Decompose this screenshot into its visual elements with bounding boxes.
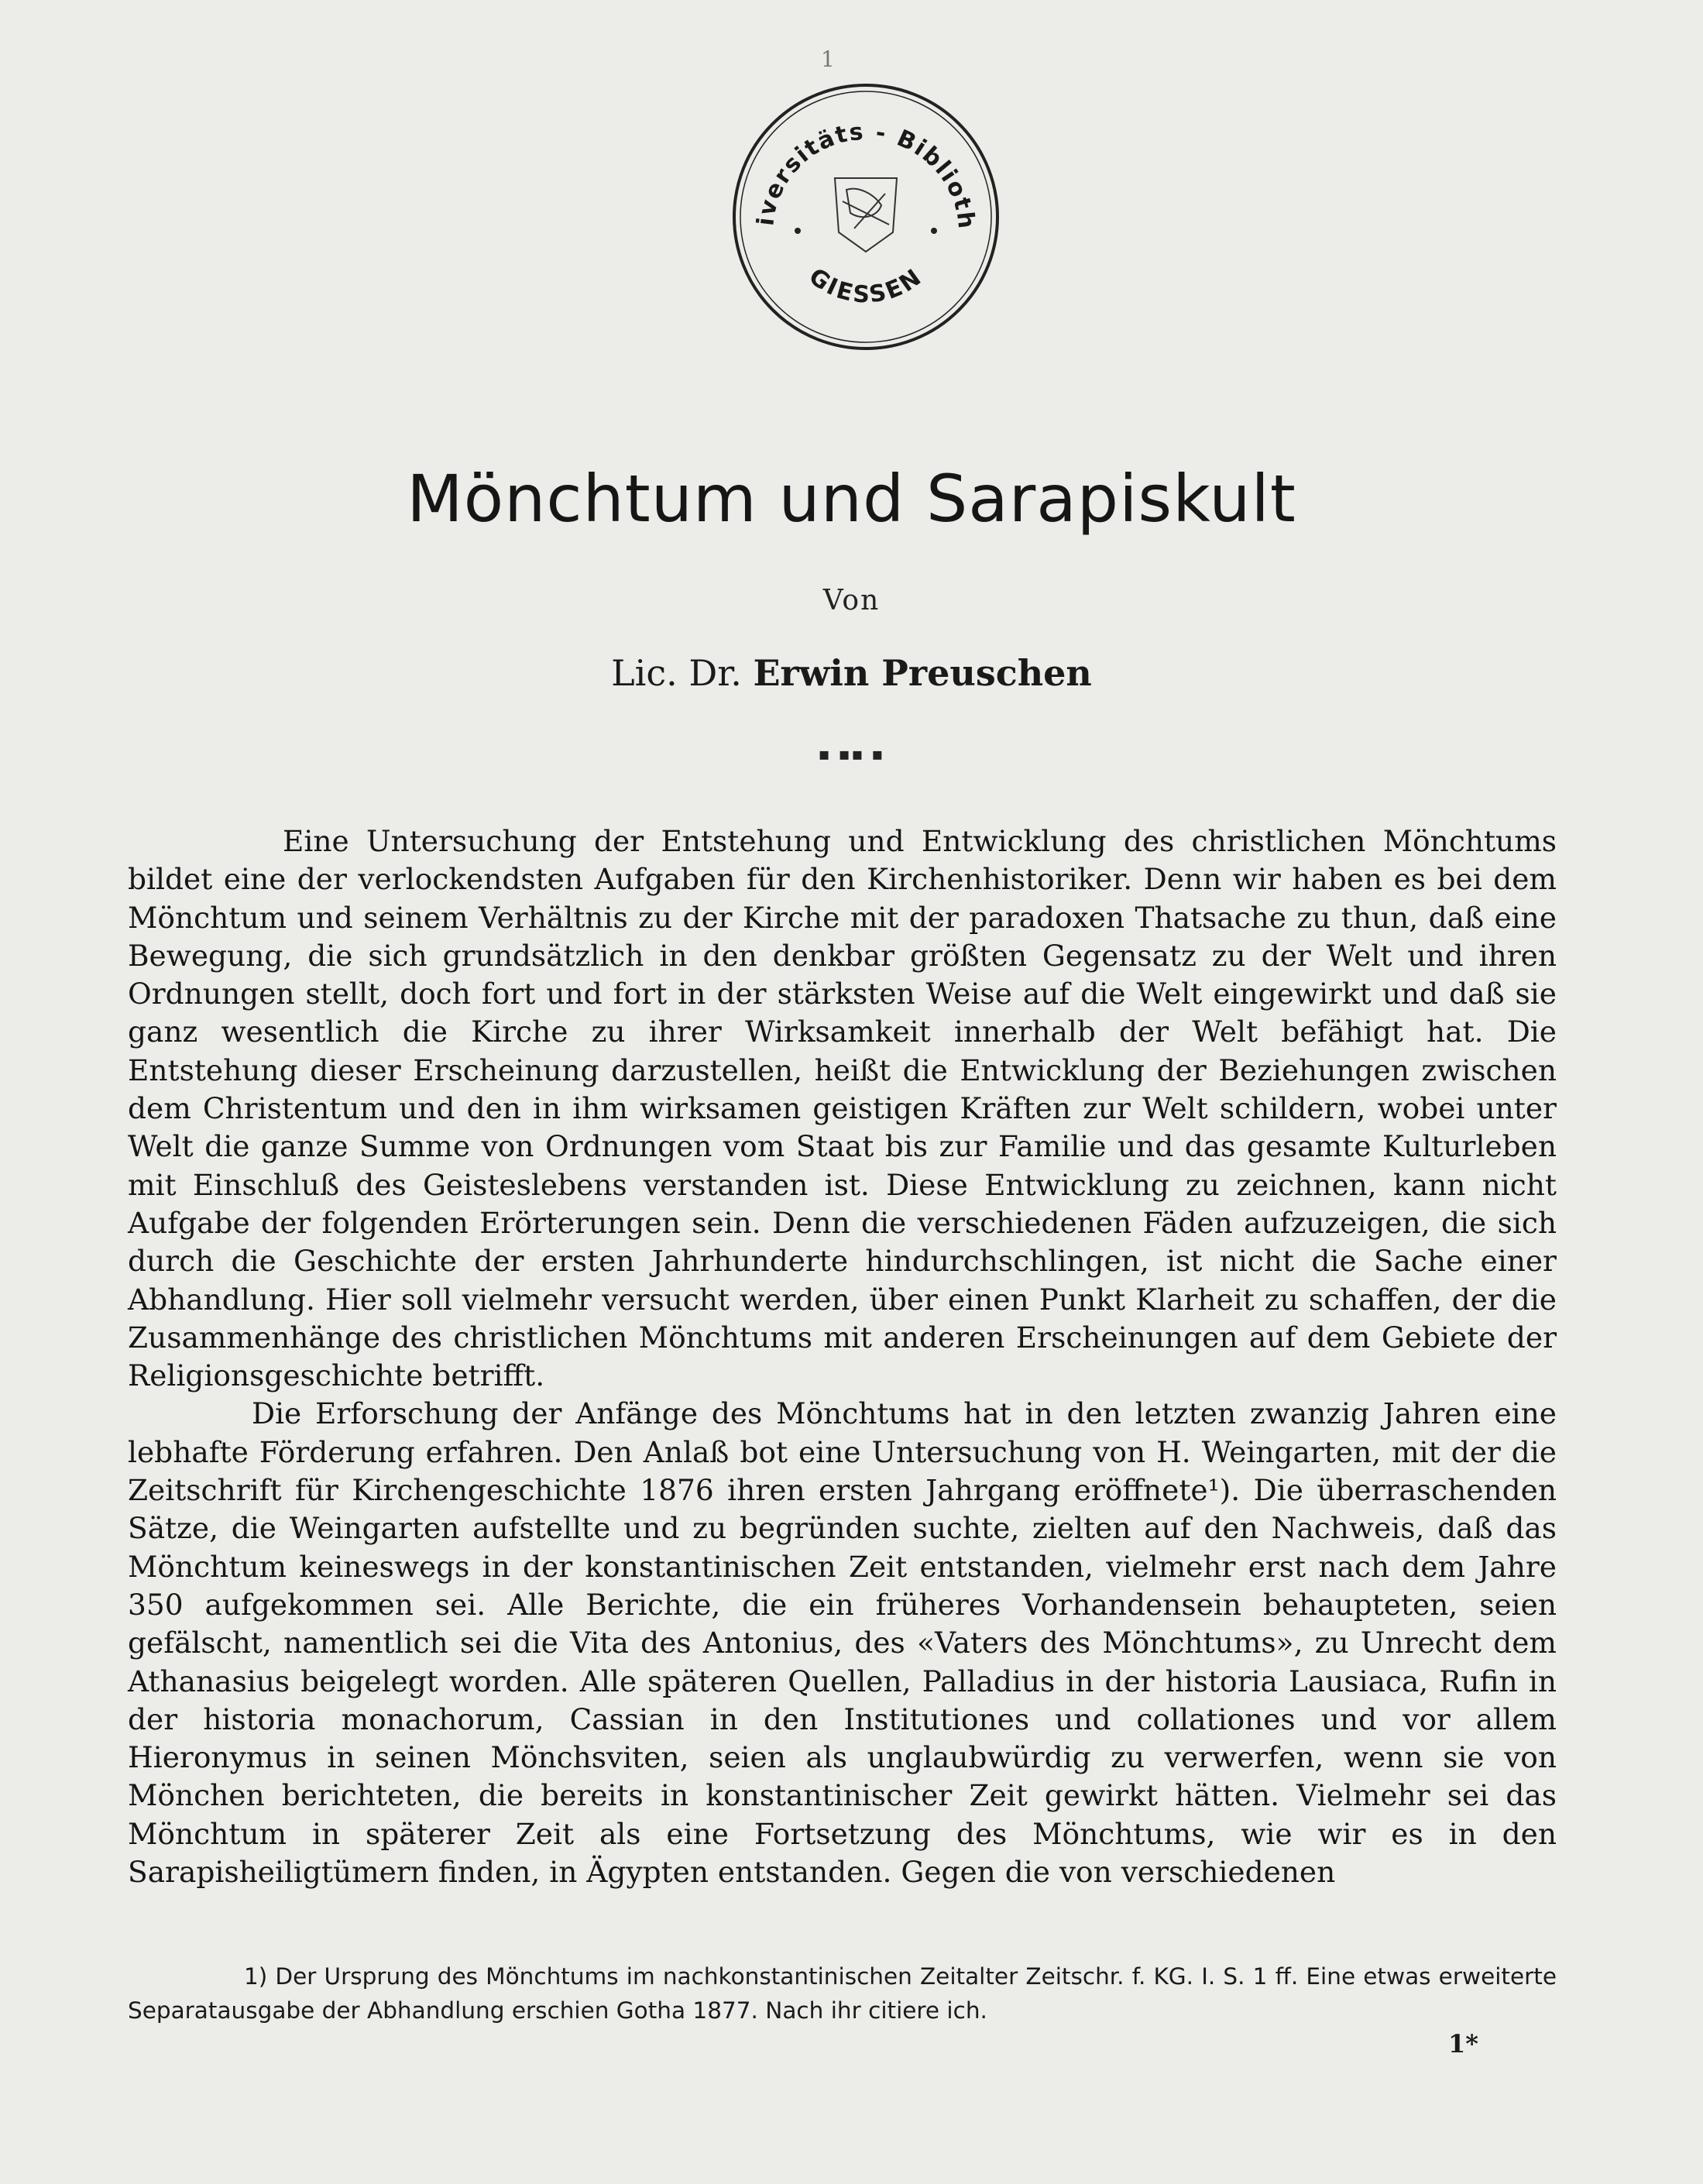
library-stamp <box>726 77 1005 356</box>
author-line <box>0 652 1703 694</box>
page-marker: 1 <box>821 46 835 72</box>
author-name: Erwin Preuschen <box>753 652 1092 694</box>
article-title: Mönchtum und Sarapiskult <box>407 461 1296 537</box>
ornament-divider: ▪ ▪▪ ▪ <box>818 745 885 764</box>
paragraph-1: Eine Untersuchung der Entstehung und Entwicklung des christlichen Mönchtums bildet eine der verlockendsten Aufgaben für den Kirchenhistoriker. Denn wir haben es bei dem Mönchtum und seinem Verhältnis zu der Kirche mit der paradoxen Thatsache zu thun, daß eine Bewegung, die sich grundsätzlich in den denkbar größten Gegensatz zu der Welt und ihren Ordnungen stellt, doch fort und fort in der stärksten Weise auf die Welt eingewirkt und daß sie ganz wesentlich die Kirche zu ihrer Wirksamkeit innerhalb der Welt befähigt hat. Die Entstehung dieser Erscheinung darzustellen, heißt die Entwicklung der Beziehungen zwischen dem Christentum und den in ihm wirksamen geistigen Kräften zur Welt schildern, wobei unter Welt die ganze Summe von Ordnungen vom Staat bis zur Familie und das gesamte Kulturleben mit Einschluß des Geisteslebens verstanden ist. Diese Entwicklung zu zeichnen, kann nicht Aufgabe der folgenden Erörterungen sein. Denn die verschiedenen Fäden aufzuzeigen, die sich durch die Geschichte der ersten Jahrhunderte hindurchschlingen, ist nicht die Sache einer Abhandlung. Hier soll vielmehr versucht werden, über einen Punkt Klarheit zu schaffen, der die Zusammenhänge des christlichen Mönchtums mit anderen Erscheinungen auf dem Gebiete der Religionsgeschichte betrifft. <box>128 824 1557 1393</box>
paragraph-2: Die Erforschung der Anfänge des Mönchtums hat in den letzten zwanzig Jahren eine lebhafte Förderung erfahren. Den Anlaß bot eine Untersuchung von H. Weingarten, mit der die Zeitschrift für Kirchengeschichte 1876 ihren ersten Jahrgang eröffnete¹). Die überraschenden Sätze, die Weingarten aufstellte und zu begründen suchte, zielten auf den Nachweis, daß das Mönchtum keineswegs in der konstantinischen Zeit entstanden, vielmehr erst nach dem Jahre 350 aufgekommen sei. Alle Berichte, die ein früheres Vorhandensein behaupteten, seien gefälscht, namentlich sei die Vita des Antonius, des «Vaters des Mönchtums», zu Unrecht dem Athanasius beigelegt worden. Alle späteren Quellen, Palladius in der historia Lausiaca, Rufin in der historia monachorum, Cassian in den Institutiones und collationes und vor allem Hieronymus in seinen Mönchsviten, seien als unglaubwürdig zu verwerfen, wenn sie von Mönchen berichteten, die bereits in konstantinischer Zeit gewirkt hätten. Vielmehr sei das Mönchtum in späterer Zeit als eine Fortsetzung des Mönchtums, wie wir es in den Sarapisheiligtümern finden, in Ägypten entstanden. Gegen die von verschiedenen <box>128 1396 1557 1890</box>
library-stamp-graphic <box>726 77 1005 356</box>
stamp-top-text: iversitäts - Biblioth <box>752 118 980 232</box>
footnote <box>128 1959 1557 2028</box>
footnote-text: 1) Der Ursprung des Mönchtums im nachkonstantinischen Zeitalter Zeitschr. f. KG. I. S. 1 ff. Eine etwas erweiterte Separatausgabe der Abhandlung erschien Gotha 1877. Nach ihr citiere ich. <box>128 1963 1557 2024</box>
svg-text:Universitäts - Bibliothek <box>726 77 980 232</box>
svg-text:GIESSEN <box>804 263 928 308</box>
author-prefix: Lic. Dr. <box>611 652 742 694</box>
lion-emblem-icon <box>835 178 897 252</box>
sheet-signature: 1* <box>1448 2029 1478 2059</box>
article-body <box>128 822 1557 1891</box>
stamp-bottom-text: GIESSEN <box>803 263 929 309</box>
byline: Von <box>822 585 881 616</box>
